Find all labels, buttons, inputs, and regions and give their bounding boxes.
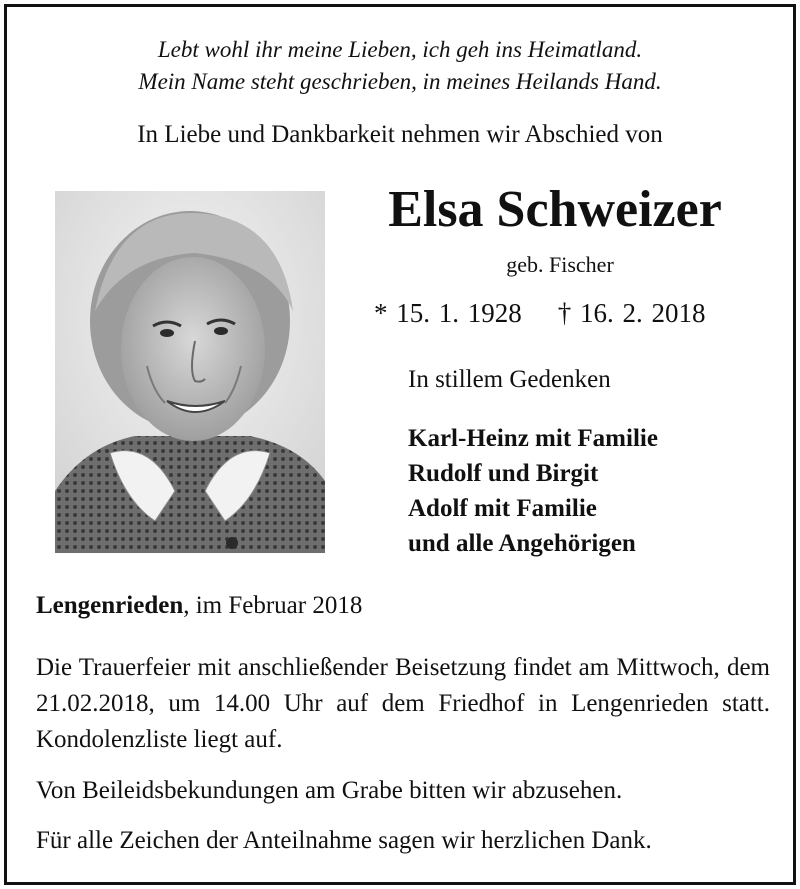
mourner-item: und alle Angehörigen [408,530,636,557]
birth-date: * 15. 1. 1928 [374,298,522,328]
verse-line-2: Mein Name steht geschrieben, in meines Heilands Hand. [138,69,662,94]
memorial-heading: In stillem Gedenken [408,366,611,393]
town-name: Lengenrieden [36,592,184,619]
birth-name: geb. Fischer [506,252,614,277]
life-dates [374,298,706,329]
condolence-paragraph: Von Beileidsbekundungen am Grabe bitten wir abzusehen. [36,777,623,804]
notice-date: , im Februar 2018 [183,592,363,619]
intro-line: In Liebe und Dankbarkeit nehmen wir Abschied von [137,121,663,148]
deceased-name: Elsa Schweizer [388,181,722,238]
funeral-paragraph: Die Trauerfeier mit anschließender Beisetzung findet am Mittwoch, dem 21.02.2018, um 14.00 Uhr auf dem Friedhof in Lengenrieden statt. Kondolenzliste liegt auf. [36,654,770,753]
verse-line-1: Lebt wohl ihr meine Lieben, ich geh ins Heimatland. [157,37,643,62]
mourner-item: Rudolf und Birgit [408,460,599,487]
portrait-photo [55,191,325,553]
mourner-item: Adolf mit Familie [408,495,597,522]
mourner-item: Karl-Heinz mit Familie [408,425,658,452]
death-date: † 16. 2. 2018 [557,298,706,328]
place-date-line [36,592,362,620]
mourner-list [408,421,658,561]
thanks-paragraph: Für alle Zeichen der Anteilnahme sagen wir herzlichen Dank. [36,827,652,854]
